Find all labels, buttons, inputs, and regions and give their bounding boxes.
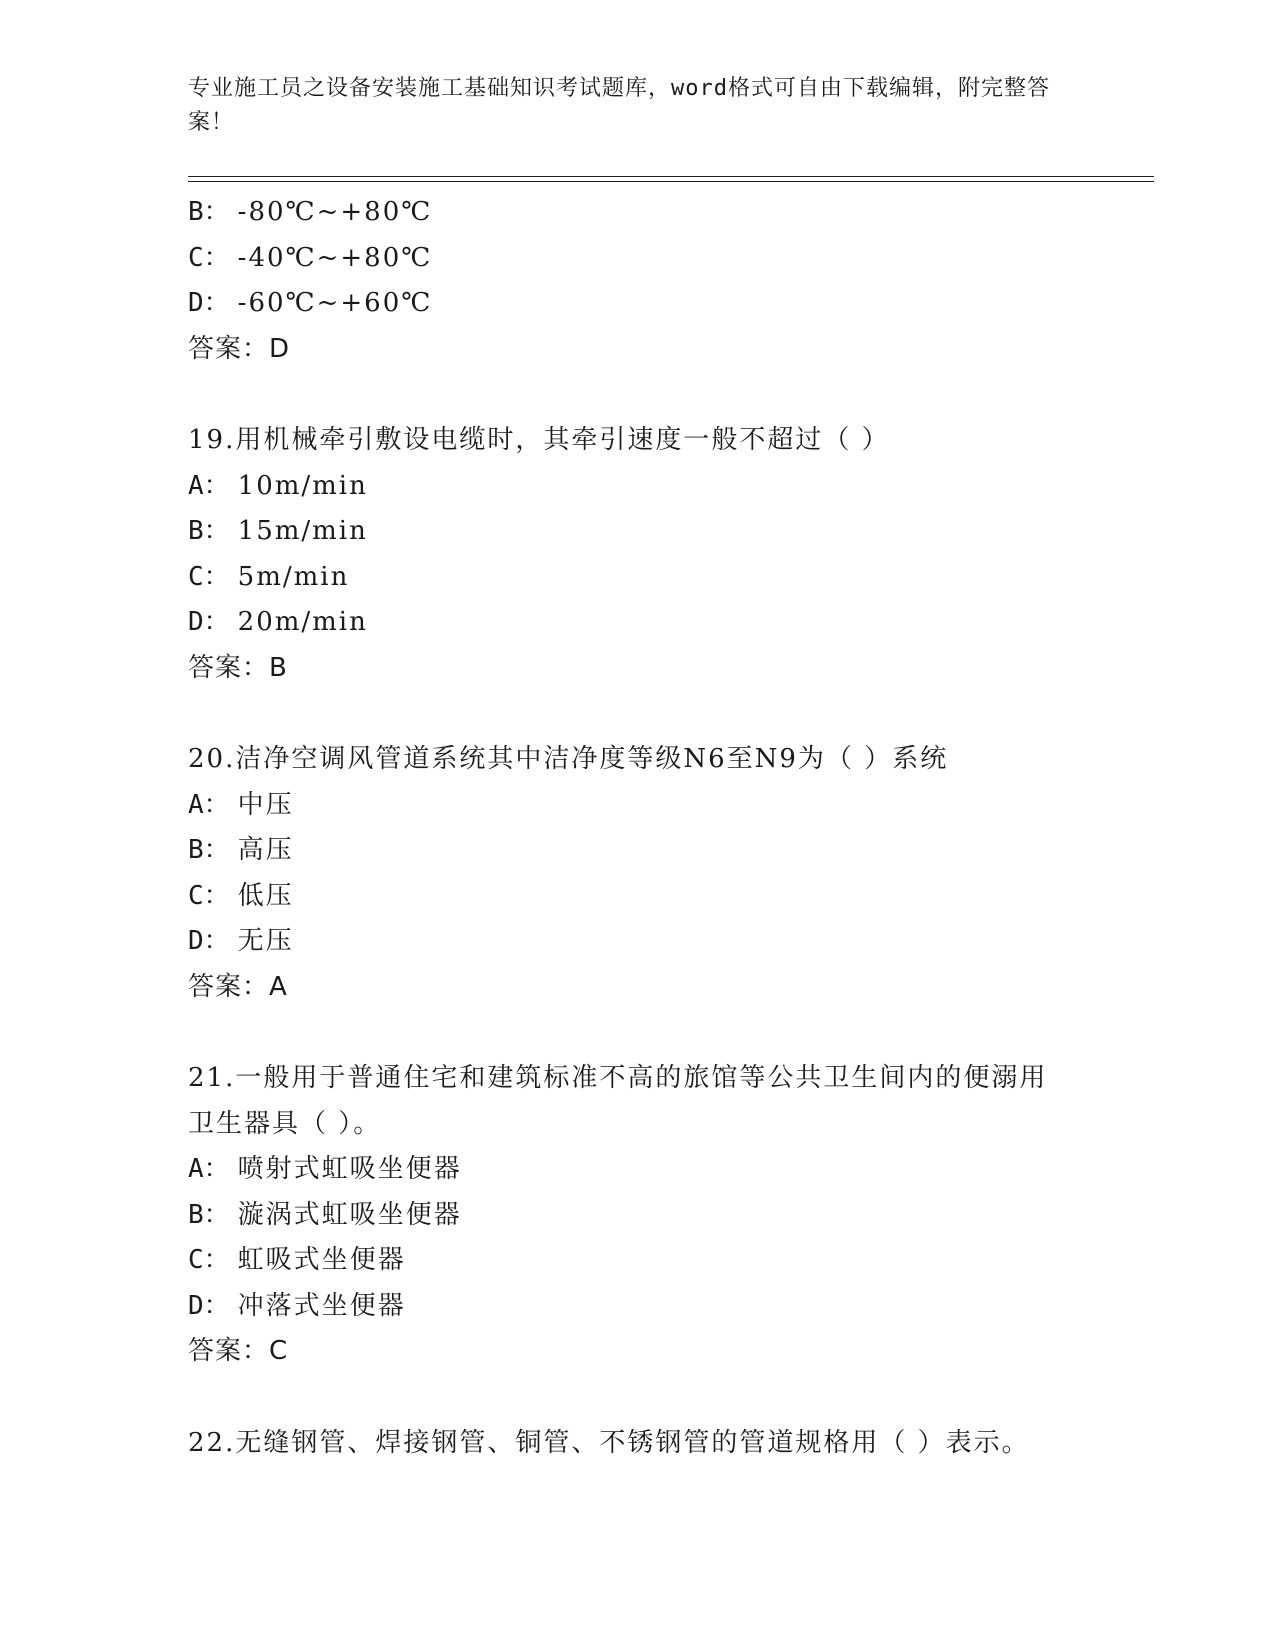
question-19	[188, 418, 1154, 691]
header-divider-bottom	[188, 181, 1154, 182]
exam-content	[188, 190, 1154, 1466]
question-20	[188, 737, 1154, 1010]
question-stem: 20.洁净空调风管道系统其中洁净度等级N6至N9为（ ）系统	[188, 744, 949, 774]
answer-line: 答案：C	[188, 1336, 289, 1366]
document-header: 专业施工员之设备安装施工基础知识考试题库，word格式可自由下载编辑，附完整答案！	[188, 76, 1050, 135]
option-c: C： 5m/min	[188, 561, 350, 592]
question-stem: 21.一般用于普通住宅和建筑标准不高的旅馆等公共卫生间内的便溺用卫生器具（ ）。	[188, 1063, 1048, 1139]
option-d: D： 20m/min	[188, 607, 368, 637]
option-b: B： 高压	[188, 835, 294, 865]
option-a: A： 10m/min	[188, 470, 368, 501]
option-b: B： 漩涡式虹吸坐便器	[188, 1199, 462, 1230]
answer-line: 答案：B	[188, 652, 288, 683]
option-c: C： 低压	[188, 880, 294, 911]
option-a: A： 喷射式虹吸坐便器	[188, 1154, 462, 1184]
header-divider-top	[188, 176, 1154, 177]
option-d: D： 无压	[188, 926, 294, 956]
option-a: A： 中压	[188, 789, 294, 820]
question-21	[188, 1056, 1154, 1375]
option-b: B： 15m/min	[188, 516, 368, 546]
prev-question-block	[188, 190, 1154, 372]
question-stem: 22.无缝钢管、焊接钢管、铜管、不锈钢管的管道规格用（ ）表示。	[188, 1427, 1030, 1458]
option-b: B： -80℃~+80℃	[188, 197, 433, 227]
answer-line: 答案：D	[188, 333, 291, 364]
option-c: C： -40℃~+80℃	[188, 242, 433, 273]
option-d: D： 冲落式坐便器	[188, 1290, 406, 1321]
question-22	[188, 1421, 1154, 1467]
question-stem: 19.用机械牵引敷设电缆时，其牵引速度一般不超过（ ）	[188, 425, 890, 455]
option-c: C： 虹吸式坐便器	[188, 1245, 406, 1275]
option-d: D： -60℃~+60℃	[188, 288, 433, 318]
answer-line: 答案：A	[188, 971, 288, 1002]
